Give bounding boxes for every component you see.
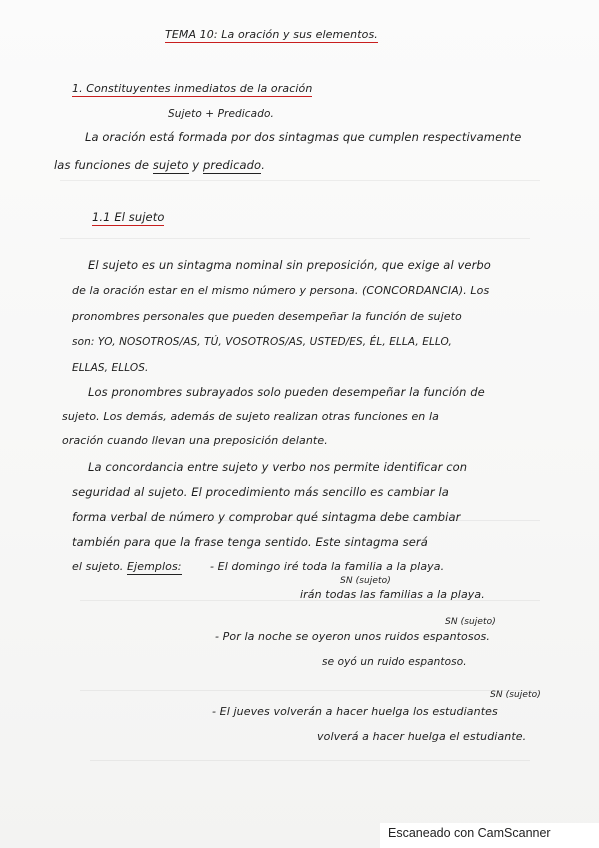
sn-label: SN (sujeto) — [445, 617, 496, 627]
example-3-transform: volverá a hacer huelga el estudiante. — [317, 730, 527, 743]
paragraph-line: Los pronombres subrayados solo pueden desempeñar la función de — [88, 385, 485, 399]
formula: Sujeto + Predicado. — [168, 108, 274, 120]
example-2: - Por la noche se oyeron unos ruidos espantosos. — [215, 630, 490, 643]
paragraph-line: ELLAS, ELLOS. — [72, 362, 149, 374]
examples-label: Ejemplos: — [127, 560, 182, 573]
camscanner-footer — [380, 823, 599, 848]
show-through-line — [60, 238, 530, 239]
example-1-transform: irán todas las familias a la playa. — [300, 588, 485, 601]
sn-label: SN (sujeto) — [490, 690, 541, 700]
text-fragment: el sujeto. — [72, 560, 124, 573]
text-fragment: las funciones de — [54, 158, 150, 172]
section-1-1-heading: 1.1 El sujeto — [92, 210, 165, 224]
example-2-transform: se oyó un ruido espantoso. — [322, 656, 467, 668]
page-title: TEMA 10: La oración y sus elementos. — [165, 28, 378, 41]
paragraph-line: de la oración estar en el mismo número y persona. (CONCORDANCIA). Los — [72, 284, 490, 297]
underlined-word-sujeto: sujeto — [152, 158, 189, 172]
example-1: - El domingo iré toda la familia a la playa. — [210, 560, 445, 573]
text-fragment: y — [192, 158, 200, 172]
section-1-line: La oración está formada por dos sintagmas que cumplen respectivamente — [85, 130, 522, 144]
text-fragment: . — [261, 158, 265, 172]
example-3: - El jueves volverán a hacer huelga los estudiantes — [212, 705, 498, 718]
paragraph-line: sujeto. Los demás, además de sujeto realizan otras funciones en la — [62, 410, 439, 423]
paragraph-line: también para que la frase tenga sentido. Este sintagma será — [72, 535, 428, 549]
paragraph-line: son: YO, NOSOTROS/AS, TÚ, VOSOTROS/AS, USTED/ES, ÉL, ELLA, ELLO, — [72, 336, 452, 348]
examples-intro — [72, 560, 182, 573]
underlined-word-predicado: predicado — [202, 158, 262, 172]
paragraph-line: pronombres personales que pueden desempeñar la función de sujeto — [72, 310, 462, 323]
sn-label: SN (sujeto) — [340, 576, 391, 586]
show-through-line — [60, 180, 540, 181]
paragraph-line: oración cuando llevan una preposición delante. — [62, 434, 328, 447]
section-1-line — [54, 158, 265, 172]
paragraph-line: seguridad al sujeto. El procedimiento más sencillo es cambiar la — [72, 485, 449, 499]
paragraph-line: El sujeto es un sintagma nominal sin preposición, que exige al verbo — [88, 258, 491, 272]
show-through-line — [80, 690, 540, 691]
footer-text: Escaneado con CamScanner — [388, 826, 551, 840]
section-1-heading: 1. Constituyentes inmediatos de la oración — [72, 82, 313, 95]
paragraph-line: La concordancia entre sujeto y verbo nos permite identificar con — [88, 460, 468, 474]
show-through-line — [90, 760, 530, 761]
paragraph-line: forma verbal de número y comprobar qué sintagma debe cambiar — [72, 510, 461, 524]
